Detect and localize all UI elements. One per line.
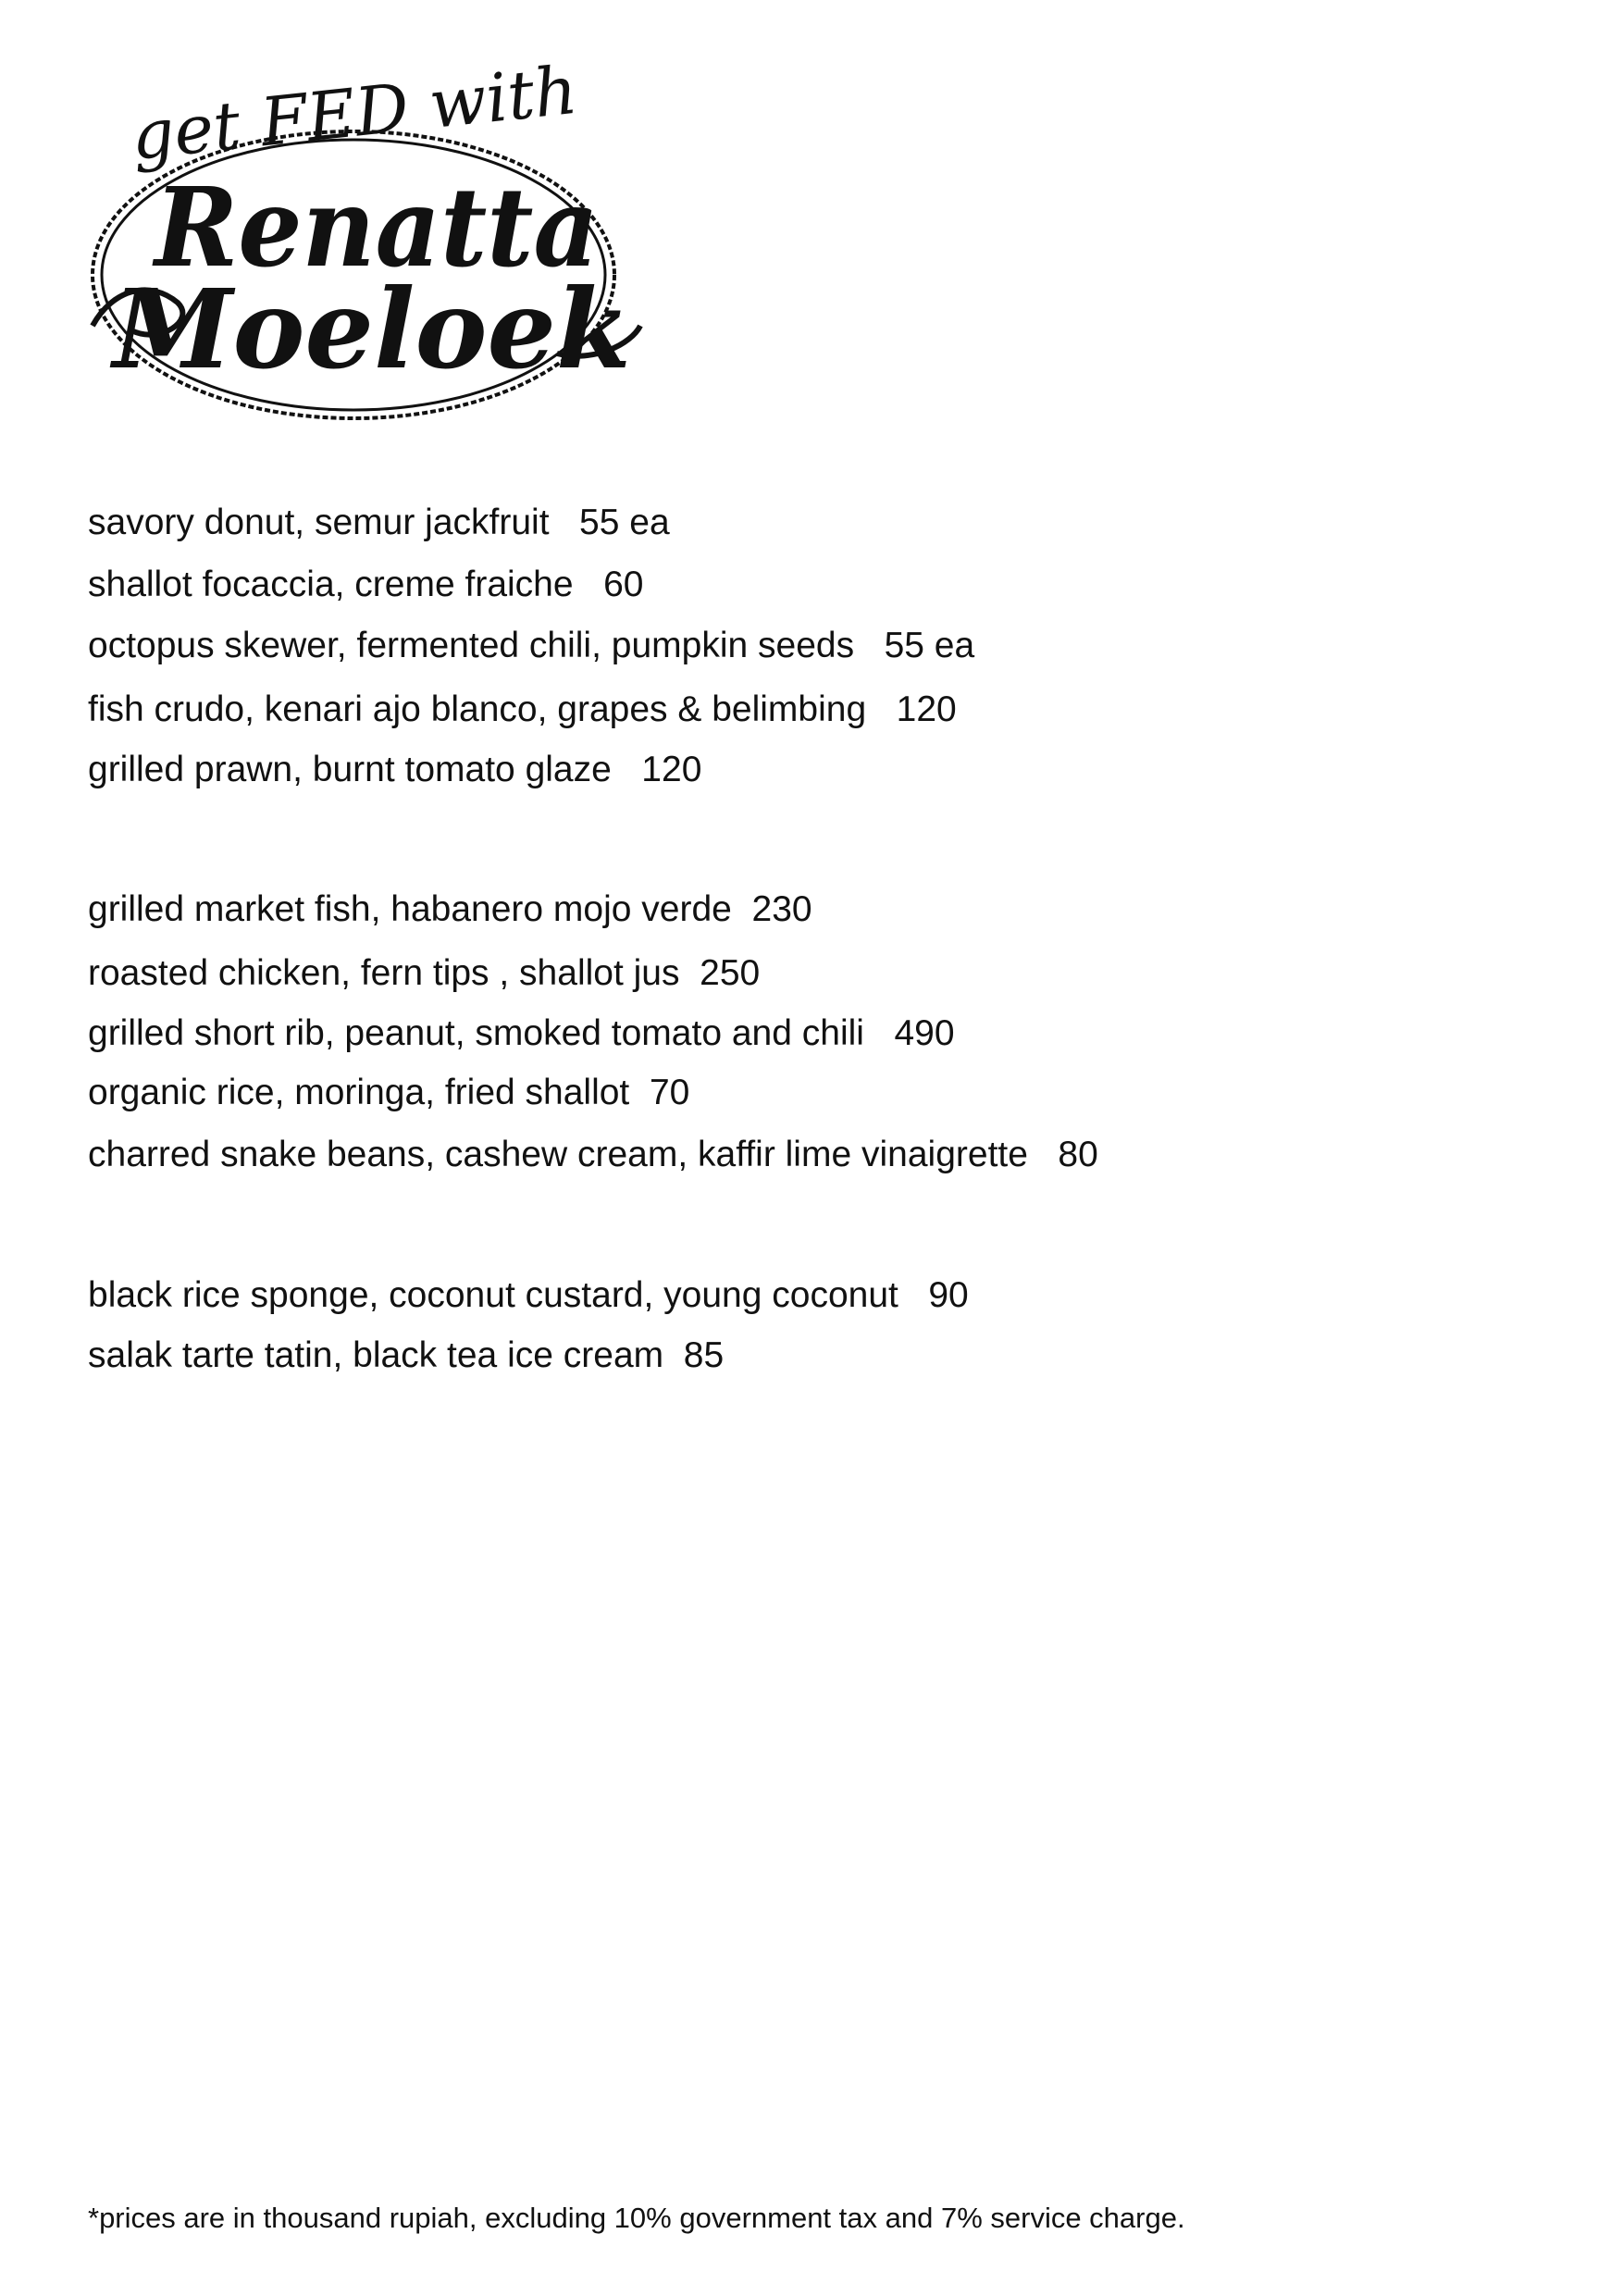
- menu-item-grilled-short-rib: grilled short rib, peanut, smoked tomato and chili 490: [88, 1013, 955, 1053]
- restaurant-logo: [76, 48, 668, 437]
- menu-item-charred-snake-beans: charred snake beans, cashew cream, kaffir lime vinaigrette 80: [88, 1135, 1098, 1174]
- menu-item-salak-tarte-tatin: salak tarte tatin, black tea ice cream 85: [88, 1335, 725, 1375]
- price-footnote: *prices are in thousand rupiah, excluding 10% government tax and 7% service charge.: [88, 2202, 1185, 2234]
- menu-item-savory-donut: savory donut, semur jackfruit 55 ea: [88, 503, 670, 542]
- menu-item-shallot-focaccia: shallot focaccia, creme fraiche 60: [88, 565, 644, 604]
- menu-item-organic-rice: organic rice, moringa, fried shallot 70: [88, 1073, 690, 1112]
- menu-item-grilled-market-fish: grilled market fish, habanero mojo verde 230: [88, 889, 812, 929]
- logo-tagline: get FED with: [127, 50, 581, 175]
- menu-item-grilled-prawn: grilled prawn, burnt tomato glaze 120: [88, 750, 702, 789]
- menu-item-roasted-chicken: roasted chicken, fern tips , shallot jus 250: [88, 953, 761, 993]
- menu-item-black-rice-sponge: black rice sponge, coconut custard, young coconut 90: [88, 1275, 969, 1315]
- logo-name-first: Renatta: [152, 163, 599, 292]
- menu-item-fish-crudo: fish crudo, kenari ajo blanco, grapes & belimbing 120: [88, 689, 957, 729]
- menu-item-octopus-skewer: octopus skewer, fermented chili, pumpkin seeds 55 ea: [88, 626, 975, 665]
- logo-name-last: Moeloek: [109, 265, 631, 393]
